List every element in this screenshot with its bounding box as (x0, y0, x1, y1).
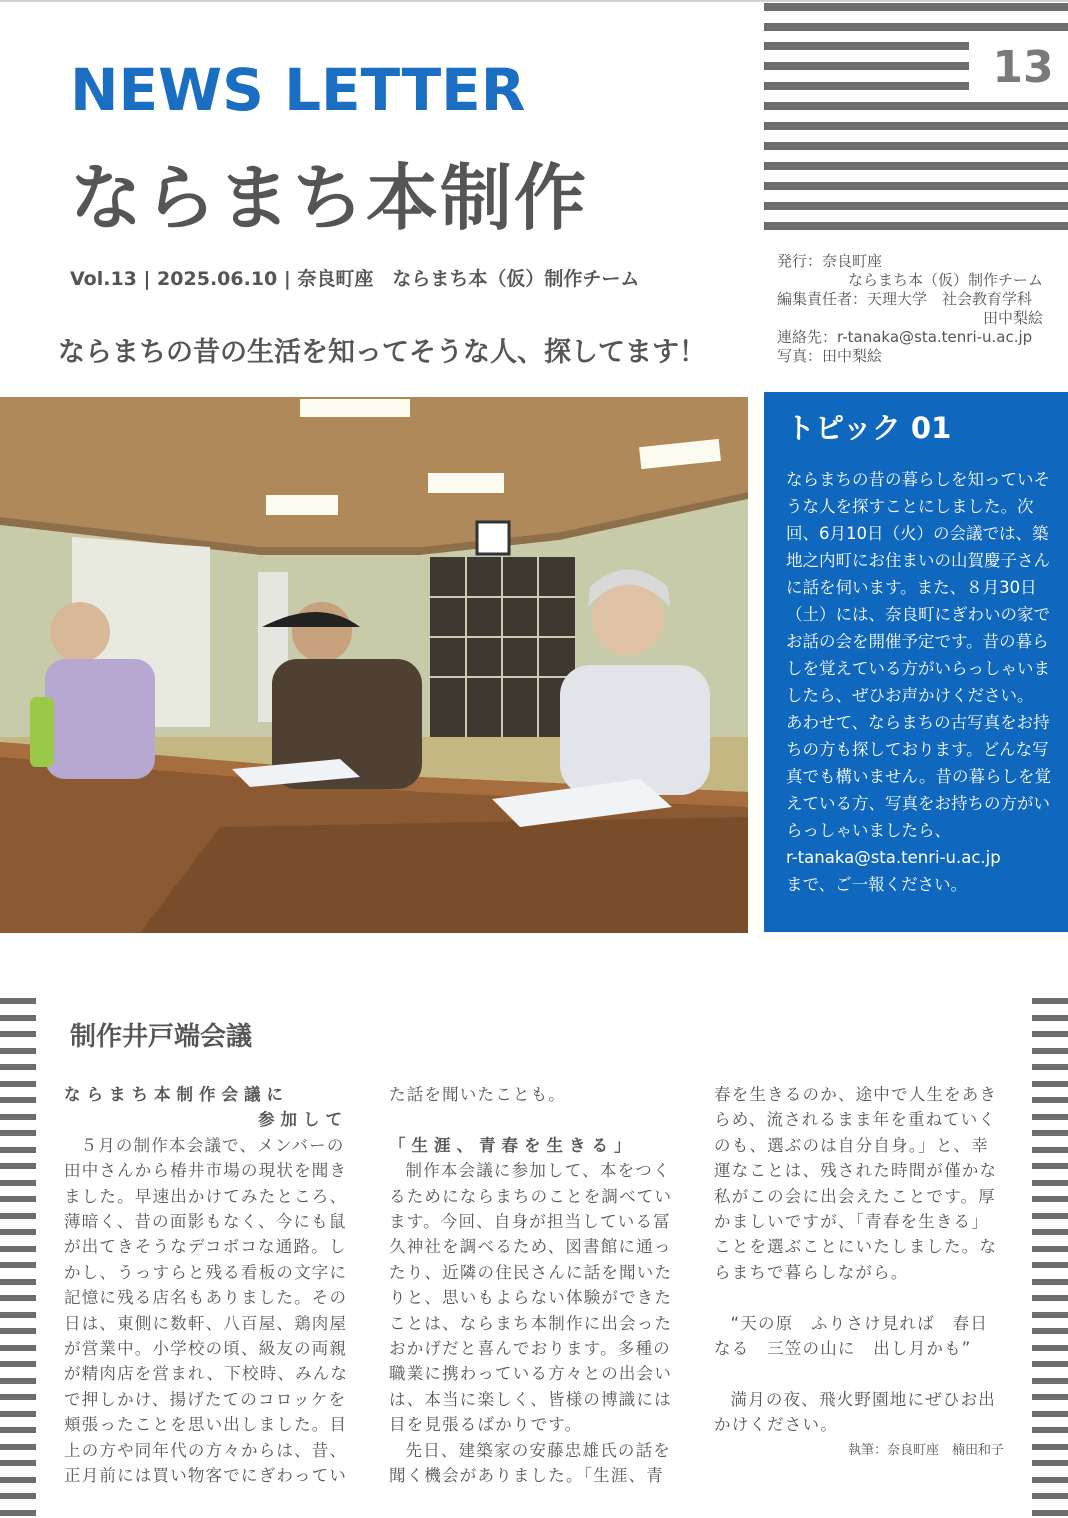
closing-text: 満月の夜、飛火野園地にぜひお出かけください。 (714, 1389, 996, 1435)
side-stripe (1032, 1130, 1068, 1136)
side-stripe (1032, 1312, 1068, 1318)
side-stripe (0, 1196, 36, 1202)
left-side-stripes (0, 998, 36, 1518)
side-stripe (1032, 1427, 1068, 1433)
article-paragraph: 春を生きるのか、途中で人生をあきらめ、流されるまま年を重ねていくのも、選ぶのは自分自身。」と、幸運なことは、残された時間が僅かな私がこの会に出会えたことです。厚かましいですが、「青春を生きる」ことを選ぶことにいたしました。ならまちで暮らしながら。 (714, 1085, 998, 1282)
side-stripe (0, 1361, 36, 1367)
side-stripe (0, 998, 36, 1004)
article-paragraph: ５月の制作本会議で、メンバーの田中さんから椿井市場の現状を聞きました。早速出かけてみたところ、薄暗く、昔の面影もなく、今にも鼠が出てきそうなデコボコな通路。しかし、うっすらと残る看板の文字に記憶に残る店名もありました。その日は、東側に数軒、八百屋、鶏肉屋が営業中。小学校の頃、級友の両親が精肉店を営まれ、下校時、みんなで押しかけ、揚げたてのコロッケを頬張ったことを思い出しました。目上の方や同年代の方々からは、昔、正月前には買い物客でにぎわってい (64, 1135, 349, 1486)
article-subheading: ならまち本制作会議に (64, 1085, 289, 1104)
side-stripe (0, 1510, 36, 1516)
headline: ならまちの昔の生活を知ってそうな人、探してます！ (58, 337, 706, 368)
publisher-info (777, 252, 1057, 366)
contact-line: 連絡先：r-tanaka@sta.tenri-u.ac.jp (777, 328, 1033, 346)
side-stripe (1032, 998, 1068, 1004)
side-stripe (0, 1427, 36, 1433)
side-stripe (1032, 1213, 1068, 1219)
header-stripes (764, 0, 1068, 240)
side-stripe (0, 1493, 36, 1499)
side-stripe (0, 1246, 36, 1252)
side-stripe (1032, 1229, 1068, 1235)
topic-paragraph: あわせて、ならまちの古写真をお持ちの方も探しております。どんな写真でも構いません。昔の暮らしを覚えている方、写真をお持ちの方がいらっしゃいましたら、 (786, 713, 1051, 840)
side-stripe (1032, 1031, 1068, 1037)
side-stripe (1032, 1262, 1068, 1268)
signature: 執筆：奈良町座 楠田和子 (847, 1442, 1004, 1458)
side-stripe (0, 1444, 36, 1450)
side-stripe (0, 1031, 36, 1037)
side-stripe (0, 1213, 36, 1219)
side-stripe (0, 1295, 36, 1301)
side-stripe (0, 1262, 36, 1268)
issue-number: 13 (992, 42, 1054, 93)
publisher-line: ならまち本（仮）制作チーム (847, 271, 1043, 289)
article-subheading: 「生涯、青春を生きる」 (389, 1135, 637, 1155)
topic-body (786, 466, 1056, 898)
editor-name: 田中梨絵 (982, 309, 1043, 327)
topic-paragraph: ならまちの昔の暮らしを知っていそうな人を探すことにしました。次回、6月10日（火）の会議では、築地之内町にお住まいの山賀慶子さんに話を伺います。また、８月30日（土）には、奈良町にぎわいの家でお話の会を開催予定です。昔の暮らしを覚えている方がいらっしゃいましたら、ぜひお声かけください。 (786, 470, 1050, 705)
side-stripe (1032, 1378, 1068, 1384)
side-stripe (0, 1064, 36, 1070)
topic-title: トピック 01 (786, 411, 952, 445)
side-stripe (0, 1460, 36, 1466)
meeting-photo (0, 397, 748, 933)
side-stripe (0, 1180, 36, 1186)
side-stripe (1032, 1411, 1068, 1417)
side-stripe (1032, 1295, 1068, 1301)
side-stripe (0, 1097, 36, 1103)
volume-line: Vol.13 | 2025.06.10 | 奈良町座 ならまち本（仮）制作チーム (70, 268, 640, 290)
publisher-line: 発行：奈良町座 (777, 252, 883, 270)
poem: “天の原 ふりさけ見れば 春日なる 三笠の山に 出し月かも” (714, 1313, 989, 1359)
side-stripe (0, 1411, 36, 1417)
side-stripe (1032, 1510, 1068, 1516)
side-stripe (1032, 1163, 1068, 1169)
side-stripe (1032, 1460, 1068, 1466)
side-stripe (1032, 1015, 1068, 1021)
side-stripe (1032, 1147, 1068, 1153)
side-stripe (1032, 1279, 1068, 1285)
side-stripe (1032, 1097, 1068, 1103)
article-subheading: 参加して (258, 1110, 348, 1130)
side-stripe (0, 1378, 36, 1384)
side-stripe (1032, 1048, 1068, 1054)
side-stripe (0, 1163, 36, 1169)
side-stripe (1032, 1114, 1068, 1120)
side-stripe (0, 1048, 36, 1054)
side-stripe (1032, 1246, 1068, 1252)
topic-paragraph: まで、ご一報ください。 (786, 875, 968, 894)
article-paragraph: 先日、建築家の安藤忠雄氏の話を聞く機会がありました。「生涯、青 (389, 1440, 671, 1486)
side-stripe (1032, 1064, 1068, 1070)
side-stripe (1032, 1444, 1068, 1450)
side-stripe (0, 1328, 36, 1334)
side-stripe (0, 1114, 36, 1120)
side-stripe (1032, 1180, 1068, 1186)
article-column-3 (714, 1082, 1004, 1463)
side-stripe (0, 1081, 36, 1087)
right-side-stripes (1032, 998, 1068, 1518)
newsletter-title: NEWS LETTER (70, 56, 526, 124)
side-stripe (0, 1147, 36, 1153)
side-stripe (0, 1312, 36, 1318)
article-paragraph: 制作本会議に参加して、本をつくるためにならまちのことを調べています。今回、自身が担当している冨久神社を調べるため、図書館に通ったり、近隣の住民さんに話を聞いたりと、思いもよらない体験ができたことは、ならまち本制作に出会ったおかげだと喜んでおります。多種の職業に携わっている方々との出会いは、本当に楽しく、皆様の博識には目を見張るばかりです。 (389, 1161, 673, 1435)
newsletter-subtitle: ならまち本制作 (70, 156, 589, 240)
side-stripe (1032, 1394, 1068, 1400)
side-stripe (0, 1477, 36, 1483)
side-stripe (0, 1229, 36, 1235)
side-stripe (0, 1015, 36, 1021)
side-stripe (0, 1345, 36, 1351)
side-stripe (1032, 1361, 1068, 1367)
topic-box (764, 392, 1068, 932)
side-stripe (1032, 1345, 1068, 1351)
side-stripe (0, 1394, 36, 1400)
article-column-1 (64, 1082, 354, 1489)
side-stripe (1032, 1477, 1068, 1483)
photo-credit: 写真：田中梨絵 (777, 347, 883, 365)
editor-line: 編集責任者：天理大学 社会教育学科 (777, 290, 1033, 308)
side-stripe (0, 1130, 36, 1136)
side-stripe (1032, 1328, 1068, 1334)
article-column-2 (389, 1082, 679, 1489)
side-stripe (1032, 1196, 1068, 1202)
side-stripe (1032, 1081, 1068, 1087)
section-title: 制作井戸端会議 (70, 1022, 253, 1052)
contact-email[interactable]: r-tanaka@sta.tenri-u.ac.jp (786, 848, 1001, 867)
side-stripe (0, 1279, 36, 1285)
article-paragraph: た話を聞いたことも。 (389, 1085, 566, 1104)
side-stripe (1032, 1493, 1068, 1499)
